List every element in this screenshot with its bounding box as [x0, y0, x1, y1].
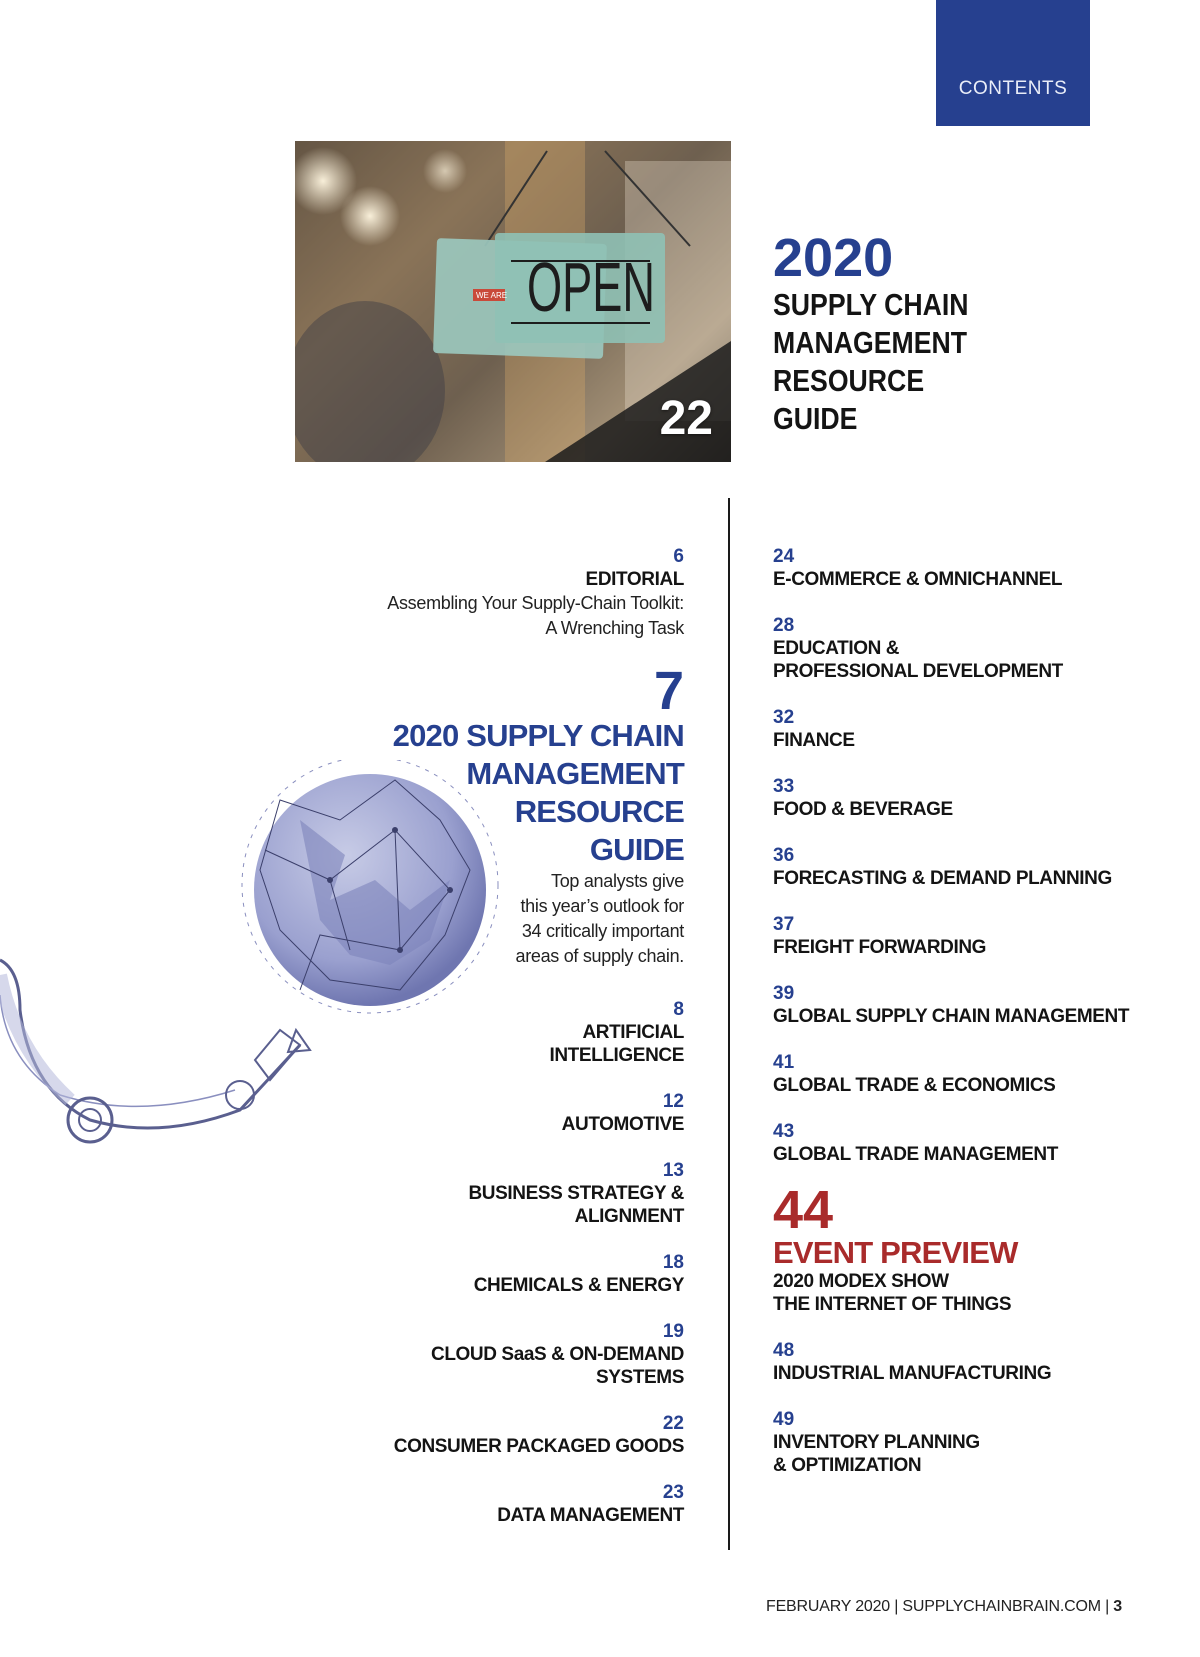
entry-title: & OPTIMIZATION [773, 1455, 922, 1476]
contents-left-column [360, 546, 684, 1551]
entry-title: THE INTERNET OF THINGS [773, 1294, 1012, 1315]
toc-entry[interactable] [360, 1252, 684, 1297]
feature-description: areas of supply chain. [515, 946, 684, 966]
contents-right-column [773, 546, 1153, 1501]
entry-title: 2020 MODEX SHOW [773, 1271, 949, 1292]
toc-entry[interactable] [360, 1091, 684, 1136]
entry-title: GLOBAL SUPPLY CHAIN MANAGEMENT [773, 1006, 1130, 1027]
page-number: 19 [662, 1321, 684, 1342]
entry-description: A Wrenching Task [545, 618, 684, 638]
page-number: 12 [662, 1091, 684, 1112]
entry-title: FINANCE [773, 730, 855, 751]
page-number: 39 [773, 983, 795, 1004]
entry-description: Assembling Your Supply-Chain Toolkit: [387, 593, 684, 613]
toc-entry[interactable] [773, 983, 1153, 1028]
sign-small-text: WE ARE [476, 291, 508, 300]
page-number: 49 [773, 1409, 795, 1430]
toc-entry[interactable] [773, 1340, 1153, 1385]
column-divider [728, 498, 730, 1550]
entry-title: PROFESSIONAL DEVELOPMENT [773, 661, 1063, 682]
page-number: 24 [773, 546, 795, 567]
sign-text: OPEN [527, 248, 655, 326]
hero-title-line: RESOURCE [773, 363, 925, 398]
feature-title-line: RESOURCE [514, 794, 684, 829]
page-number: 33 [773, 776, 795, 797]
entry-title: CONSUMER PACKAGED GOODS [393, 1436, 684, 1457]
toc-entry[interactable] [360, 1321, 684, 1389]
page-number: 13 [662, 1160, 684, 1181]
feature-description: Top analysts give [551, 871, 684, 891]
event-title: EVENT PREVIEW [773, 1235, 1018, 1270]
entry-title: BUSINESS STRATEGY & ALIGNMENT [468, 1183, 684, 1227]
feature-title-line: GUIDE [589, 832, 684, 867]
entry-title: DATA MANAGEMENT [497, 1505, 684, 1526]
event-page-number: 44 [773, 1180, 834, 1240]
entry-title: INVENTORY PLANNING [773, 1432, 980, 1453]
feature-title-line: 2020 SUPPLY CHAIN [392, 718, 684, 753]
toc-entry-editorial[interactable] [360, 546, 684, 641]
toc-entry[interactable] [773, 1409, 1153, 1477]
entry-title: ARTIFICIAL [582, 1022, 684, 1043]
page-number: 36 [773, 845, 795, 866]
entry-title: INTELLIGENCE [549, 1045, 684, 1066]
toc-entry-event-preview[interactable] [773, 1180, 1153, 1316]
feature-title-line: MANAGEMENT [466, 756, 684, 791]
page-number: 41 [773, 1052, 795, 1073]
page-number: 28 [773, 615, 795, 636]
page-number: 32 [773, 707, 795, 728]
entry-title: EDUCATION & [773, 638, 900, 659]
page-number: 6 [673, 546, 684, 567]
hero-title[interactable] [773, 230, 1000, 438]
toc-entry[interactable] [773, 845, 1153, 890]
page-number: 48 [773, 1340, 795, 1361]
hero-title-line: GUIDE [773, 401, 858, 436]
toc-entry[interactable] [773, 615, 1153, 683]
toc-entry[interactable] [360, 1413, 684, 1458]
page-number: 23 [662, 1482, 684, 1503]
hero-page-number: 22 [659, 392, 713, 445]
contents-tab [936, 0, 1090, 126]
entry-title: INDUSTRIAL MANUFACTURING [773, 1363, 1052, 1384]
toc-entry[interactable] [773, 1121, 1153, 1166]
toc-entry[interactable] [773, 914, 1153, 959]
toc-entry-feature[interactable] [360, 661, 684, 969]
footer-page-number: 3 [1113, 1598, 1122, 1615]
hero-year: 2020 [773, 228, 894, 288]
toc-entry[interactable] [360, 999, 684, 1067]
toc-entry[interactable] [773, 776, 1153, 821]
footer-text: FEBRUARY 2020 | SUPPLYCHAINBRAIN.COM | [766, 1598, 1114, 1615]
entry-title: CHEMICALS & ENERGY [473, 1275, 684, 1296]
page-number: 8 [673, 999, 684, 1020]
page-number: 37 [773, 914, 795, 935]
contents-label: CONTENTS [958, 78, 1068, 99]
entry-title: AUTOMOTIVE [561, 1114, 684, 1135]
page-footer [766, 1598, 1122, 1616]
entry-title: GLOBAL TRADE & ECONOMICS [773, 1075, 1056, 1096]
page-number: 43 [773, 1121, 795, 1142]
page-number: 18 [662, 1252, 684, 1273]
entry-title: CLOUD SaaS & ON-DEMAND SYSTEMS [431, 1344, 684, 1388]
toc-entry[interactable] [773, 707, 1153, 752]
entry-title: E-COMMERCE & OMNICHANNEL [773, 569, 1063, 590]
hero-title-line: MANAGEMENT [773, 325, 968, 360]
entry-title: EDITORIAL [585, 569, 684, 590]
entry-title: GLOBAL TRADE MANAGEMENT [773, 1144, 1058, 1165]
entry-title: FREIGHT FORWARDING [773, 937, 987, 958]
page-number: 22 [662, 1413, 684, 1434]
toc-entry[interactable] [360, 1482, 684, 1527]
hero-photo[interactable] [295, 141, 731, 462]
toc-entry[interactable] [360, 1160, 684, 1228]
entry-title: FORECASTING & DEMAND PLANNING [773, 868, 1112, 889]
toc-entry[interactable] [773, 1052, 1153, 1097]
feature-description: this year’s outlook for [520, 896, 684, 916]
feature-page-number: 7 [653, 661, 684, 721]
hero-title-line: SUPPLY CHAIN [773, 287, 969, 322]
toc-entry[interactable] [773, 546, 1153, 591]
feature-description: 34 critically important [521, 921, 684, 941]
entry-title: FOOD & BEVERAGE [773, 799, 953, 820]
